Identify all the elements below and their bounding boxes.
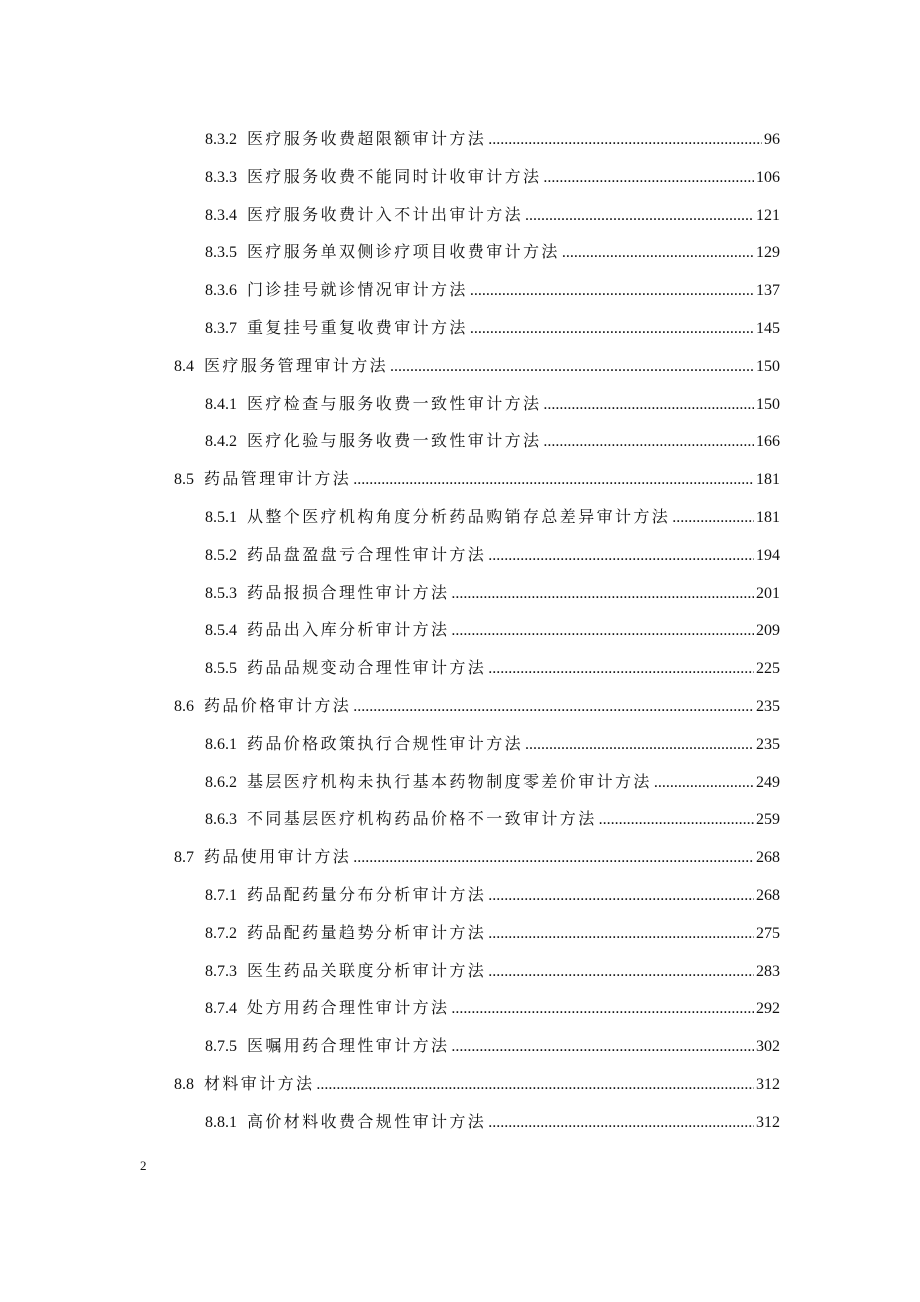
toc-dot-leader bbox=[543, 396, 754, 414]
toc-entry-title: 医疗化验与服务收费一致性审计方法 bbox=[247, 431, 542, 451]
toc-entry[interactable] bbox=[205, 542, 780, 572]
toc-entry[interactable] bbox=[174, 466, 780, 496]
toc-entry[interactable] bbox=[205, 920, 780, 950]
toc-entry[interactable] bbox=[205, 126, 780, 156]
toc-entry[interactable] bbox=[174, 353, 780, 383]
toc-entry-number: 8.6.3 bbox=[205, 811, 237, 829]
toc-entry-number: 8.3.5 bbox=[205, 244, 237, 262]
toc-entry-title: 重复挂号重复收费审计方法 bbox=[247, 318, 468, 337]
toc-entry-title: 医嘱用药合理性审计方法 bbox=[247, 1036, 450, 1056]
toc-entry[interactable] bbox=[205, 655, 780, 685]
toc-entry-page: 302 bbox=[756, 1038, 780, 1056]
toc-entry[interactable] bbox=[205, 428, 780, 458]
toc-entry-page: 235 bbox=[756, 735, 780, 753]
toc-dot-leader bbox=[654, 774, 754, 792]
toc-entry[interactable] bbox=[205, 504, 780, 534]
toc-entry-title: 医疗服务单双侧诊疗项目收费审计方法 bbox=[247, 242, 560, 262]
toc-dot-leader bbox=[543, 169, 754, 187]
toc-entry-title: 医疗服务收费不能同时计收审计方法 bbox=[247, 166, 542, 186]
toc-entry-page: 225 bbox=[756, 660, 780, 678]
toc-entry[interactable] bbox=[174, 693, 780, 723]
toc-entry-title: 药品报损合理性审计方法 bbox=[247, 582, 450, 602]
toc-dot-leader bbox=[488, 1114, 754, 1132]
toc-dot-leader bbox=[451, 622, 754, 640]
toc-entry-title: 药品使用审计方法 bbox=[204, 847, 352, 867]
toc-entry-page: 275 bbox=[756, 924, 780, 942]
toc-entry-number: 8.6.2 bbox=[205, 773, 237, 791]
toc-entry-number: 8.4.1 bbox=[205, 395, 237, 413]
toc-entry-title: 药品配药量分布分析审计方法 bbox=[247, 885, 487, 904]
toc-entry-title: 处方用药合理性审计方法 bbox=[247, 998, 450, 1018]
toc-entry-title: 门诊挂号就诊情况审计方法 bbox=[247, 280, 468, 300]
toc-dot-leader bbox=[353, 698, 754, 716]
toc-entry-page: 181 bbox=[756, 509, 780, 526]
toc-entry-number: 8.8.1 bbox=[205, 1113, 237, 1131]
toc-entry-number: 8.4 bbox=[174, 357, 194, 375]
toc-entry-page: 129 bbox=[756, 244, 780, 262]
toc-entry-page: 150 bbox=[756, 357, 780, 375]
toc-entry-title: 药品管理审计方法 bbox=[204, 469, 352, 489]
toc-entry-title: 高价材料收费合规性审计方法 bbox=[247, 1111, 487, 1131]
toc-entry[interactable] bbox=[205, 617, 780, 647]
toc-entry[interactable] bbox=[205, 958, 780, 988]
toc-entry-number: 8.5 bbox=[174, 471, 194, 489]
toc-entry-number: 8.7.4 bbox=[205, 1000, 237, 1018]
toc-entry[interactable] bbox=[205, 806, 780, 836]
toc-dot-leader bbox=[353, 849, 754, 867]
toc-entry-page: 268 bbox=[756, 849, 780, 867]
toc-entry-title: 基层医疗机构未执行基本药物制度零差价审计方法 bbox=[247, 771, 652, 791]
toc-entry-title: 医疗检查与服务收费一致性审计方法 bbox=[247, 393, 542, 413]
toc-entry-page: 166 bbox=[756, 433, 780, 451]
toc-dot-leader bbox=[672, 509, 754, 527]
toc-entry-title: 医疗服务收费超限额审计方法 bbox=[247, 129, 487, 148]
toc-entry-title: 药品价格政策执行合规性审计方法 bbox=[247, 733, 524, 753]
toc-entry-title: 药品配药量趋势分析审计方法 bbox=[247, 922, 487, 942]
toc-dot-leader bbox=[353, 471, 754, 489]
toc-entry-number: 8.5.5 bbox=[205, 660, 237, 678]
toc-entry-page: 194 bbox=[756, 546, 780, 564]
toc-entry-title: 不同基层医疗机构药品价格不一致审计方法 bbox=[247, 809, 597, 829]
toc-dot-leader bbox=[316, 1076, 754, 1094]
toc-entry-number: 8.7.3 bbox=[205, 962, 237, 980]
toc-entry[interactable] bbox=[205, 164, 780, 194]
toc-entry-page: 235 bbox=[756, 698, 780, 715]
toc-dot-leader bbox=[488, 925, 754, 943]
toc-dot-leader bbox=[488, 547, 754, 565]
toc-entry-page: 181 bbox=[756, 471, 780, 489]
toc-dot-leader bbox=[599, 811, 754, 829]
toc-entry-title: 从整个医疗机构角度分析药品购销存总差异审计方法 bbox=[247, 507, 671, 526]
toc-dot-leader bbox=[390, 358, 754, 376]
toc-entry[interactable] bbox=[205, 769, 780, 799]
toc-entry-number: 8.6.1 bbox=[205, 735, 237, 753]
toc-entry[interactable] bbox=[205, 315, 780, 345]
toc-entry-page: 121 bbox=[756, 206, 780, 224]
toc-entry-page: 106 bbox=[756, 168, 780, 186]
toc-entry[interactable] bbox=[174, 844, 780, 874]
toc-dot-leader bbox=[488, 131, 762, 149]
toc-entry-page: 96 bbox=[764, 131, 780, 148]
toc-entry-title: 药品盘盈盘亏合理性审计方法 bbox=[247, 544, 487, 564]
toc-entry-page: 283 bbox=[756, 962, 780, 980]
toc-entry-page: 150 bbox=[756, 395, 780, 413]
toc-entry-page: 249 bbox=[756, 773, 780, 791]
toc-dot-leader bbox=[451, 1038, 754, 1056]
toc-entry-page: 312 bbox=[756, 1076, 780, 1093]
toc-entry-number: 8.5.4 bbox=[205, 622, 237, 640]
toc-entry-number: 8.7.1 bbox=[205, 887, 237, 904]
toc-dot-leader bbox=[470, 282, 754, 300]
toc-entry[interactable] bbox=[205, 239, 780, 269]
toc-entry-page: 137 bbox=[756, 282, 780, 300]
toc-entry[interactable] bbox=[205, 731, 780, 761]
toc-entry-number: 8.3.6 bbox=[205, 282, 237, 300]
toc-dot-leader bbox=[451, 585, 754, 603]
page-number: 2 bbox=[140, 1158, 147, 1173]
toc-entry-title: 医疗服务收费计入不计出审计方法 bbox=[247, 204, 524, 224]
toc-entry-number: 8.8 bbox=[174, 1076, 194, 1093]
toc-entry-page: 312 bbox=[756, 1113, 780, 1131]
toc-entry-number: 8.3.2 bbox=[205, 131, 237, 148]
toc-entry-page: 259 bbox=[756, 811, 780, 829]
toc-entry-number: 8.6 bbox=[174, 698, 194, 715]
toc-dot-leader bbox=[451, 1000, 754, 1018]
toc-entry-number: 8.7.5 bbox=[205, 1038, 237, 1056]
toc-entry-title: 药品出入库分析审计方法 bbox=[247, 620, 450, 640]
toc-entry-number: 8.7.2 bbox=[205, 924, 237, 942]
toc-entry-number: 8.3.3 bbox=[205, 168, 237, 186]
toc-entry-number: 8.5.2 bbox=[205, 546, 237, 564]
toc-dot-leader bbox=[562, 244, 754, 262]
toc-entry-number: 8.5.1 bbox=[205, 509, 237, 526]
toc-dot-leader bbox=[488, 887, 754, 905]
toc-entry-number: 8.7 bbox=[174, 849, 194, 867]
toc-entry[interactable] bbox=[174, 1071, 780, 1101]
toc-entry-title: 药品品规变动合理性审计方法 bbox=[247, 658, 487, 678]
toc-entry-title: 材料审计方法 bbox=[204, 1074, 315, 1093]
toc-entry[interactable] bbox=[205, 882, 780, 912]
toc-entry-page: 209 bbox=[756, 622, 780, 640]
toc-entry-title: 医生药品关联度分析审计方法 bbox=[247, 960, 487, 980]
toc-dot-leader bbox=[543, 433, 754, 451]
toc-entry-page: 145 bbox=[756, 320, 780, 337]
toc-entry[interactable] bbox=[205, 580, 780, 610]
toc-entry-number: 8.3.4 bbox=[205, 206, 237, 224]
toc-entry-number: 8.4.2 bbox=[205, 433, 237, 451]
toc-dot-leader bbox=[470, 320, 754, 338]
toc-entry-number: 8.3.7 bbox=[205, 320, 237, 337]
toc-entry[interactable] bbox=[205, 277, 780, 307]
toc-entry-page: 292 bbox=[756, 1000, 780, 1018]
toc-entry[interactable] bbox=[205, 995, 780, 1025]
toc-dot-leader bbox=[525, 207, 754, 225]
toc-entry[interactable] bbox=[205, 391, 780, 421]
toc-dot-leader bbox=[525, 736, 754, 754]
toc-entry-title: 医疗服务管理审计方法 bbox=[204, 355, 389, 375]
toc-entry[interactable] bbox=[205, 1109, 780, 1139]
toc-dot-leader bbox=[488, 660, 754, 678]
toc-dot-leader bbox=[488, 963, 754, 981]
toc-entry-page: 201 bbox=[756, 584, 780, 602]
toc-entry[interactable] bbox=[205, 1033, 780, 1063]
toc-entry[interactable] bbox=[205, 202, 780, 232]
toc-entry-title: 药品价格审计方法 bbox=[204, 696, 352, 715]
toc-entry-page: 268 bbox=[756, 887, 780, 904]
toc-entry-number: 8.5.3 bbox=[205, 584, 237, 602]
